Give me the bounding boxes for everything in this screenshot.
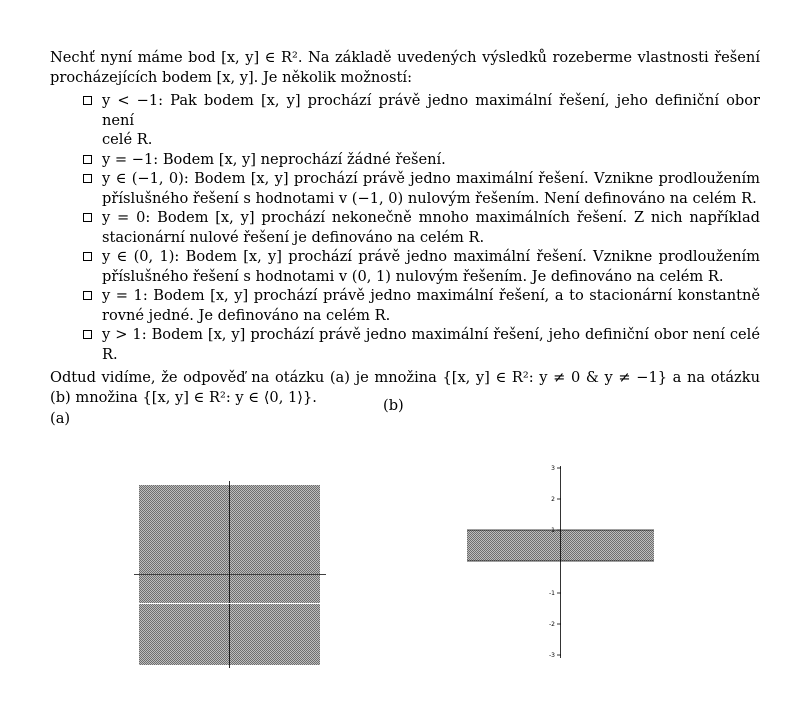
case-line: y = −1: Bodem [x, y] neprochází žádné řešení. bbox=[102, 150, 446, 168]
conclusion-line-2: (b) množina {[x, y] ∈ R²: y ∈ ⟨0, 1⟩}. bbox=[50, 388, 317, 406]
figure-b-label: (b) bbox=[383, 397, 404, 414]
checkbox-bullet-icon bbox=[83, 213, 92, 222]
case-item bbox=[50, 247, 760, 286]
case-item bbox=[50, 325, 760, 364]
tick-minus-3 bbox=[549, 652, 561, 659]
case-line: y ∈ (0, 1): Bodem [x, y] prochází právě jedno maximální řešení. Vznikne prodloužením bbox=[102, 248, 760, 265]
case-list bbox=[50, 91, 760, 364]
tick-label: -1 bbox=[549, 590, 555, 597]
figure-a-label: (a) bbox=[50, 410, 71, 427]
case-item bbox=[50, 286, 760, 325]
intro-line-1: Nechť nyní máme bod [x, y] ∈ R². Na základě uvedených výsledků rozeberme vlastnosti řešení bbox=[50, 49, 760, 66]
paper-body bbox=[50, 48, 760, 407]
figure-a bbox=[130, 478, 330, 670]
tick-minus-2 bbox=[549, 621, 561, 628]
tick-label: 3 bbox=[551, 465, 555, 472]
case-line: příslušného řešení s hodnotami v (0, 1) nulovým řešením. Je definováno na celém R. bbox=[102, 267, 724, 285]
case-item bbox=[50, 208, 760, 247]
tick-2 bbox=[551, 496, 561, 503]
checkbox-bullet-icon bbox=[83, 252, 92, 261]
case-line: celé R. bbox=[102, 131, 153, 148]
checkbox-bullet-icon bbox=[83, 291, 92, 300]
checkbox-bullet-icon bbox=[83, 155, 92, 164]
case-line: R. bbox=[102, 345, 118, 363]
figure-b bbox=[440, 460, 670, 665]
case-line: y > 1: Bodem [x, y] prochází právě jedno maximální řešení, jeho definiční obor není celé bbox=[102, 326, 760, 343]
case-line: příslušného řešení s hodnotami v (−1, 0) nulovým řešením. Není definováno na celém R. bbox=[102, 189, 757, 207]
case-item bbox=[50, 169, 760, 208]
conclusion-line-1: Odtud vidíme, že odpověď na otázku (a) je množina {[x, y] ∈ R²: y ≠ 0 & y ≠ −1} a na otázku bbox=[50, 369, 760, 386]
checkbox-bullet-icon bbox=[83, 174, 92, 183]
checkbox-bullet-icon bbox=[83, 330, 92, 339]
intro-line-2: procházejících bodem [x, y]. Je několik možností: bbox=[50, 68, 412, 86]
tick-label: 2 bbox=[551, 496, 555, 503]
case-line: y = 1: Bodem [x, y] prochází právě jedno maximální řešení, a to stacionární konstantně bbox=[102, 287, 760, 304]
case-line: rovné jedné. Je definováno na celém R. bbox=[102, 306, 391, 324]
tick-label: -2 bbox=[549, 621, 555, 628]
checkbox-bullet-icon bbox=[83, 96, 92, 105]
tick-label: 1 bbox=[551, 527, 555, 534]
case-line: y = 0: Bodem [x, y] prochází nekonečně mnoho maximálních řešení. Z nich například bbox=[102, 209, 760, 226]
tick-minus-1 bbox=[549, 590, 561, 597]
tick-3 bbox=[551, 465, 561, 472]
case-item bbox=[50, 91, 760, 150]
case-item bbox=[50, 150, 760, 170]
case-line: y ∈ (−1, 0): Bodem [x, y] prochází právě jedno maximální řešení. Vznikne prodloužením bbox=[102, 170, 760, 187]
tick-label: -3 bbox=[549, 652, 555, 659]
case-line: y < −1: Pak bodem [x, y] prochází právě jedno maximální řešení, jeho definiční obor není bbox=[102, 92, 760, 129]
case-line: stacionární nulové řešení je definováno na celém R. bbox=[102, 228, 485, 246]
